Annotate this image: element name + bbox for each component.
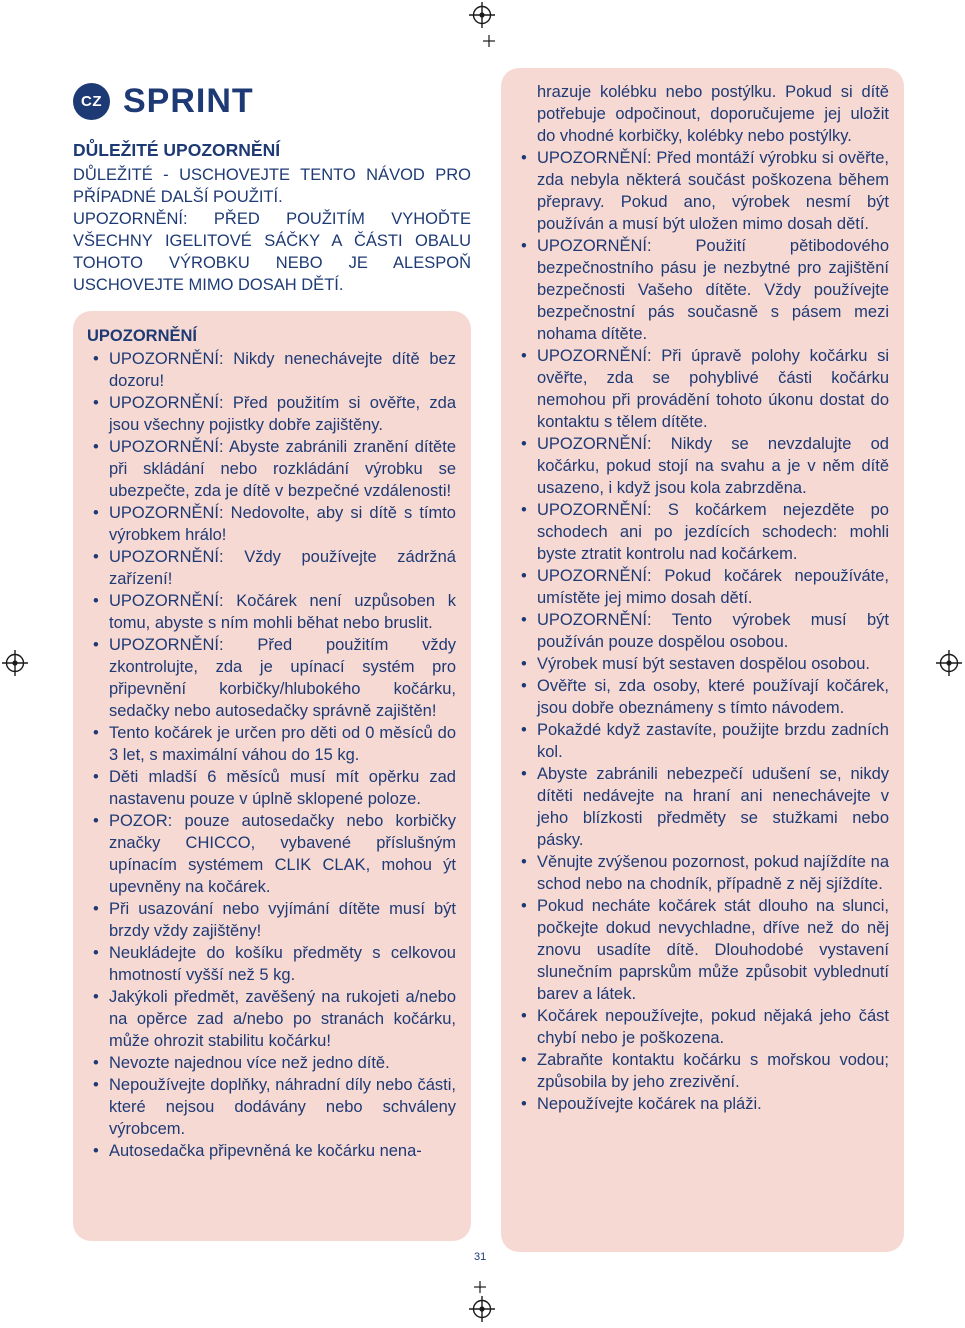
bullet-icon: • [93,988,99,1006]
warning-text: UPOZORNĚNÍ: Nikdy nenechávejte dítě bez dozoru! [109,350,456,390]
warning-list-item [515,147,889,235]
warning-list-item [515,675,889,719]
warning-list-item [515,653,889,675]
bullet-icon: • [93,900,99,918]
bullet-icon: • [93,350,99,368]
bullet-icon: • [521,347,527,365]
important-notice-heading: DŮLEŽITÉ UPOZORNĚNÍ [73,140,281,160]
warning-text: Nepoužívejte kočárek na pláži. [537,1095,762,1113]
warning-list-item [87,590,456,634]
warning-list-item [87,898,456,942]
bullet-icon: • [93,438,99,456]
warning-text: Kočárek nepoužívejte, pokud nějaká jeho část chybí nebo je poškozena. [537,1007,889,1047]
warning-text: UPOZORNĚNÍ: Vždy používejte zádržná zařízení! [109,548,456,588]
warning-text: Věnujte zvýšenou pozornost, pokud najíždíte na schod nebo na chodník, případně z něj sjíždíte. [537,853,889,893]
warning-text: UPOZORNĚNÍ: S kočárkem nejezděte po schodech ani po jezdících schodech: mohli byste ztratit kontrolu nad kočárkem. [537,501,889,563]
bullet-icon: • [521,765,527,783]
bullet-icon: • [93,394,99,412]
warning-text: Výrobek musí být sestaven dospělou osobou. [537,655,870,673]
bullet-icon: • [521,655,527,673]
bullet-icon: • [93,944,99,962]
warning-text: Jakýkoli předmět, zavěšený na rukojeti a/nebo na opěrce zad a/nebo po stranách kočárku, může ohrozit stabilitu kočárku! [109,988,456,1050]
warning-text: UPOZORNĚNÍ: Použití pětibodového bezpečnostního pásu je nezbytné pro zajištění bezpečnosti Vašeho dítěte. Vždy používejte bezpečnostní pás současně s pásem mezi nohama dítěte. [537,237,889,343]
right-column [501,68,904,1252]
warnings-panel-heading: UPOZORNĚNÍ [87,327,198,345]
warning-list-item [87,348,456,392]
left-column [73,82,471,1241]
warning-text: Ověřte si, zda osoby, které používají kočárek, jsou dobře obeznámeny s tímto návodem. [537,677,889,717]
warning-text: UPOZORNĚNÍ: Nedovolte, aby si dítě s tímto výrobkem hrálo! [109,504,456,544]
warning-text: Zabraňte kontaktu kočárku s mořskou vodou; způsobila by jeho zrezivění. [537,1051,889,1091]
bullet-icon: • [521,677,527,695]
page-number: 31 [474,1251,487,1263]
product-title: SPRINT [123,82,254,120]
warning-list-item [87,1052,456,1074]
warning-list-item [515,1049,889,1093]
bullet-icon: • [93,1076,99,1094]
warning-text: Pokaždé když zastavíte, použijte brzdu zadních kol. [537,721,889,761]
warning-text: UPOZORNĚNÍ: Při úpravě polohy kočárku si ověřte, zda se pohyblivé části kočárku nemohou při provádění tohoto úkonu dostat do kontaktu s tělem dítěte. [537,347,889,431]
bullet-icon: • [521,435,527,453]
warning-list-item [515,433,889,499]
warning-list-item [515,763,889,851]
warning-text: Pokud necháte kočárek stát dlouho na slunci, počkejte dokud nevychladne, dříve než do něj znovu usadíte dítě. Dlouhodobé vystavení slunečním paprskům může způsobit vyblednutí barev a látek. [537,897,889,1003]
bullet-icon: • [93,812,99,830]
warning-text: Nepoužívejte doplňky, náhradní díly nebo části, které nejsou dodávány nebo schváleny výrobcem. [109,1076,456,1138]
warning-list-item [515,235,889,345]
warning-list-item [515,565,889,609]
warning-list-item [515,719,889,763]
warnings-panel-right [501,68,904,1252]
bullet-icon: • [93,636,99,654]
warning-list-item [87,436,456,502]
warning-text: Nevozte najednou více než jedno dítě. [109,1054,390,1072]
language-badge: CZ [73,83,110,120]
bullet-icon: • [521,853,527,871]
warning-list-item [87,546,456,590]
warning-list-item [87,1140,456,1162]
bullet-icon: • [521,501,527,519]
warning-text: UPOZORNĚNÍ: Před použitím si ověřte, zda jsou všechny pojistky dobře zajištěny. [109,394,456,434]
brand-row [73,82,471,121]
bullet-icon: • [521,1095,527,1113]
warning-list-item [515,1093,889,1115]
crop-cross-bottom-icon [474,1280,486,1292]
bullet-icon: • [521,721,527,739]
warning-list-item [515,895,889,1005]
warning-list-item [87,986,456,1052]
intro-paragraph-plastic-bags: UPOZORNĚNÍ: PŘED POUŽITÍM VYHOĎTE VŠECHNY IGELITOVÉ SÁČKY A ČÁSTI OBALU TOHOTO VÝROBKU NEBO JE ALESPOŇ USCHOVEJTE MIMO DOSAH DĚTÍ. [73,210,471,294]
registration-mark-top-icon [469,2,495,28]
warning-text: UPOZORNĚNÍ: Nikdy se nevzdalujte od kočárku, pokud stojí na svahu a je v něm dítě usazeno, i když jsou kola zabrzděna. [537,435,889,497]
warning-list-item [87,634,456,722]
warning-text: Při usazování nebo vyjímání dítěte musí být brzdy vždy zajištěny! [109,900,456,940]
warning-text: POZOR: pouze autosedačky nebo korbičky značky CHICCO, vybavené příslušným upínacím systémem CLIK CLAK, mohou ýt upevněny na kočárek. [109,812,456,896]
warning-text: UPOZORNĚNÍ: Před použitím vždy zkontrolujte, zda je upínací systém pro připevnění korbičky/hlubokého kočárku, sedačky nebo autosedačky správně zajištěn! [109,636,456,720]
warning-list-item [87,810,456,898]
bullet-icon: • [521,611,527,629]
bullet-icon: • [521,897,527,915]
bullet-icon: • [521,237,527,255]
bullet-icon: • [93,592,99,610]
warnings-panel-left [73,311,471,1241]
bullet-icon: • [93,1054,99,1072]
warning-text: UPOZORNĚNÍ: Pokud kočárek nepoužíváte, umístěte jej mimo dosah dětí. [537,567,889,607]
bullet-icon: • [93,504,99,522]
warning-list-item [87,722,456,766]
registration-mark-right-icon [936,650,962,676]
crop-cross-top-icon [483,34,495,46]
bullet-icon: • [521,567,527,585]
warning-list-item [87,942,456,986]
warning-list-left [87,348,456,1162]
intro-paragraph-keep-manual: DŮLEŽITÉ - USCHOVEJTE TENTO NÁVOD PRO PŘÍPADNÉ DALŠÍ POUŽITÍ. [73,166,471,206]
warning-text: Děti mladší 6 měsíců musí mít opěrku zad nastavenu pouze v úplně sklopené poloze. [109,768,456,808]
registration-mark-bottom-icon [469,1296,495,1322]
bullet-icon: • [93,724,99,742]
warning-continuation-text: hrazuje kolébku nebo postýlku. Pokud si dítě potřebuje odpočinout, doporučujeme jej uložit do vhodné korbičky, kolébky nebo postýlky. [537,83,889,145]
warning-text: UPOZORNĚNÍ: Tento výrobek musí být používán pouze dospělou osobou. [537,611,889,651]
warning-list-item [515,851,889,895]
warning-list-item [87,392,456,436]
bullet-icon: • [521,1007,527,1025]
warning-list-right [515,147,889,1115]
bullet-icon: • [521,149,527,167]
warning-list-item [87,766,456,810]
warning-text: Abyste zabránili nebezpečí udušení se, nikdy dítěti nedávejte na hraní ani nenechávejte v jeho blízkosti předměty se stužkami nebo pásky. [537,765,889,849]
warning-list-item [87,502,456,546]
warning-text: Autosedačka připevněná ke kočárku nena- [109,1142,422,1160]
bullet-icon: • [93,768,99,786]
warning-list-item [515,345,889,433]
registration-mark-left-icon [2,650,28,676]
warning-text: UPOZORNĚNÍ: Před montáží výrobku si ověřte, zda nebyla některá součást poškozena během přepravy. Pokud ano, výrobek nesmí být používán a musí být uložen mimo dosah dětí. [537,149,889,233]
warning-list-item [515,1005,889,1049]
warning-list-item [87,1074,456,1140]
warning-text: UPOZORNĚNÍ: Abyste zabránili zranění dítěte při skládání nebo rozkládání výrobku se ubezpečte, zda je dítě v bezpečné vzdálenosti! [109,438,456,500]
warning-text: Neukládejte do košíku předměty s celkovou hmotností vyšší než 5 kg. [109,944,456,984]
bullet-icon: • [93,548,99,566]
warning-text: Tento kočárek je určen pro děti od 0 měsíců do 3 let, s maximální váhou do 15 kg. [109,724,456,764]
warning-list-item [515,609,889,653]
warning-text: UPOZORNĚNÍ: Kočárek není uzpůsoben k tomu, abyste s ním mohli běhat nebo bruslit. [109,592,456,632]
bullet-icon: • [93,1142,99,1160]
warning-list-item [515,499,889,565]
bullet-icon: • [521,1051,527,1069]
